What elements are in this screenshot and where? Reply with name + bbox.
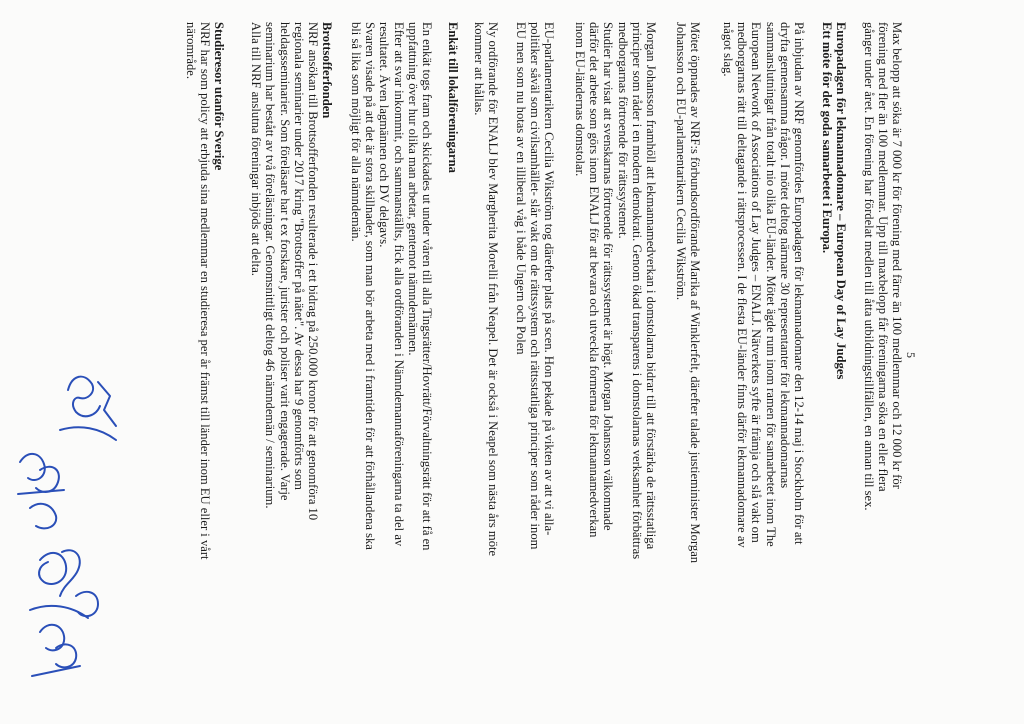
text-line: medborgarnas rätt till deltagande i rättsprocessen. I de flesta EU-länder finns därför lekmannadomare av xyxy=(735,22,750,548)
text-line: På inbjudan av NRF genomfördes Europadagen för lekmannadomare den 12-14 maj i Stockholm för att xyxy=(792,22,806,545)
paragraph-morgan-johansson xyxy=(573,22,658,688)
text-line: därför det arbete som görs inom ENALJ för att bevara och utveckla formerna för lekmannamedverkan xyxy=(587,22,602,538)
paragraph-enkat xyxy=(349,22,434,688)
text-line: gånger under året. En förening har fördelat medlen till åtta utbildningstillfällen, en annan till sex. xyxy=(861,22,876,511)
text-line: resultatet. Även lagmännen och DV delgavs. xyxy=(377,22,392,248)
text-line: regionala seminarier under 2017 kring "Brottsoffer på nätet". Av dessa har 9 genomförts som xyxy=(291,22,306,490)
signature-initials-2 xyxy=(18,454,64,528)
text-line: Mötet öppnades av NRF:s förbundsordförande Marika af Winklerfelt, därefter talade justieminister Morgan xyxy=(688,22,702,564)
text-line: Studier har visat att svenskarnas förtroende för rättssystemet är högt. Morgan Johansson välkomnade xyxy=(601,22,616,531)
heading-line: Studieresor utanför Sverige xyxy=(212,22,226,171)
text-line: något slag. xyxy=(720,22,735,77)
text-line: European Network of Associations of Lay Judges – ENALJ. Nätverkets syfte är främja och slå vakt om xyxy=(749,22,764,543)
text-line: politiker såväl som civilsamhället- slår vakt om de rättssystem och rättsstatliga principer som råder inom xyxy=(527,22,542,550)
rotated-text-body xyxy=(60,22,920,702)
heading-studieresor xyxy=(212,22,226,688)
paragraph-meeting-opened xyxy=(674,22,702,688)
text-line: Ny ordförande för ENALJ blev Margherita Morelli från Neapel. Det är också i Neapel som nästa års möte xyxy=(486,22,500,557)
text-line: medborgarnas förtroende för rättssystemet. xyxy=(615,22,630,239)
heading-line: Europadagen för lekmannadomare – European Day of Lay Judges xyxy=(834,22,848,380)
text-line: inom EU-ländernas domstolar. xyxy=(572,22,587,177)
text-line: EU-parlamentarikern Cecilia Wikström tog därefter plats på scen. Hon pekade på vikten av att vi alla- xyxy=(542,22,556,536)
text-line: principer som råder i en modern demokrati. Genom ökad transparens i domstolarnas verksamhet förbättras xyxy=(629,22,644,560)
text-line: närområde. xyxy=(183,22,198,79)
text-line: sammanslutningar från totalt nio olika EU-länder. Mötet ägde rum inom ramen för samarbetet inom The xyxy=(763,22,778,547)
text-line: förening med fler än 100 medlemmar. Upp till maxbelopp får föreningarna söka en eller flera xyxy=(875,22,890,492)
heading-line: Brottsofferfonden xyxy=(320,22,334,119)
text-line: kommer att hållas. xyxy=(471,22,486,116)
text-line: Johansson och EU-parlamentarikern Cecilia Wikström. xyxy=(673,22,688,300)
paragraph-cecilia-wikstrom xyxy=(513,22,556,688)
heading-line: Enkät till lokalföreningarna xyxy=(446,22,460,173)
heading-line: Ett möte för det goda samarbetet i Europa. xyxy=(819,22,834,254)
text-line: uppfattning över hur olika man arbetar, gentemot nämndemännen. xyxy=(405,22,420,356)
text-line: dryfta gemensamma frågor. I mötet deltog närmare 30 representanter för lekmannadomarnas xyxy=(777,22,792,489)
heading-enkat xyxy=(446,22,460,688)
page-number: 5 xyxy=(904,352,918,358)
text-line: NRF ansökan till Brottsofferfonden resulterade i ett bidrag på 250.000 kronor för att genomföra 10 xyxy=(306,22,320,521)
text-line: Morgan Johansson framhöll att lekmannamedverkan i domstolarna bidrar till att förstärka de rättsstatliga xyxy=(644,22,658,550)
text-line: bli så lika som möjligt för alla nämndemän. xyxy=(348,22,363,242)
text-line: EU men som nu hotas av en illiberal våg i både Ungern och Polen xyxy=(513,22,528,355)
text-line: En enkät togs fram och skickades ut under våren till alla Tingsrätter/Hovrätt/Förvaltningsrätt för att få en xyxy=(420,22,434,551)
paragraph-europadagen-intro xyxy=(721,22,806,688)
paragraph-brottsofferfonden xyxy=(249,22,320,688)
heading-brottsofferfonden xyxy=(320,22,334,688)
text-line: Alla till NRF anslutna föreningar inbjöds att delta. xyxy=(249,22,264,276)
text-line: Max belopp att söka är 7 000 kr för förening med färre än 100 medlemmar och 12 000 kr för xyxy=(890,22,904,489)
text-line: NRF har som policy att erbjuda sina medlemmar en studieresa per år främst till länder inom EU eller i vårt xyxy=(198,22,212,560)
text-line: Efter att svar inkommit, och sammanställts, fick alla ordföranden i Nämndemannaföreningarna ta del av xyxy=(391,22,406,547)
text-line: Svaren visade på att det är stora skillnader, som man bör arbeta med i framtiden för att förhållandena ska xyxy=(363,22,378,550)
paragraph-funding-amounts xyxy=(861,22,904,688)
heading-europadagen xyxy=(820,22,848,688)
paragraph-new-chair xyxy=(472,22,500,688)
paragraph-studieresor xyxy=(184,22,212,688)
text-line: heldagsseminarier. Som föreläsare har t ex forskare, jurister och poliser varit engagerade. Varje xyxy=(277,22,292,501)
text-line: seminarium har bestått av två föreläsningar. Genomsnittligt deltog 46 nämndemän / seminarium. xyxy=(263,22,278,509)
